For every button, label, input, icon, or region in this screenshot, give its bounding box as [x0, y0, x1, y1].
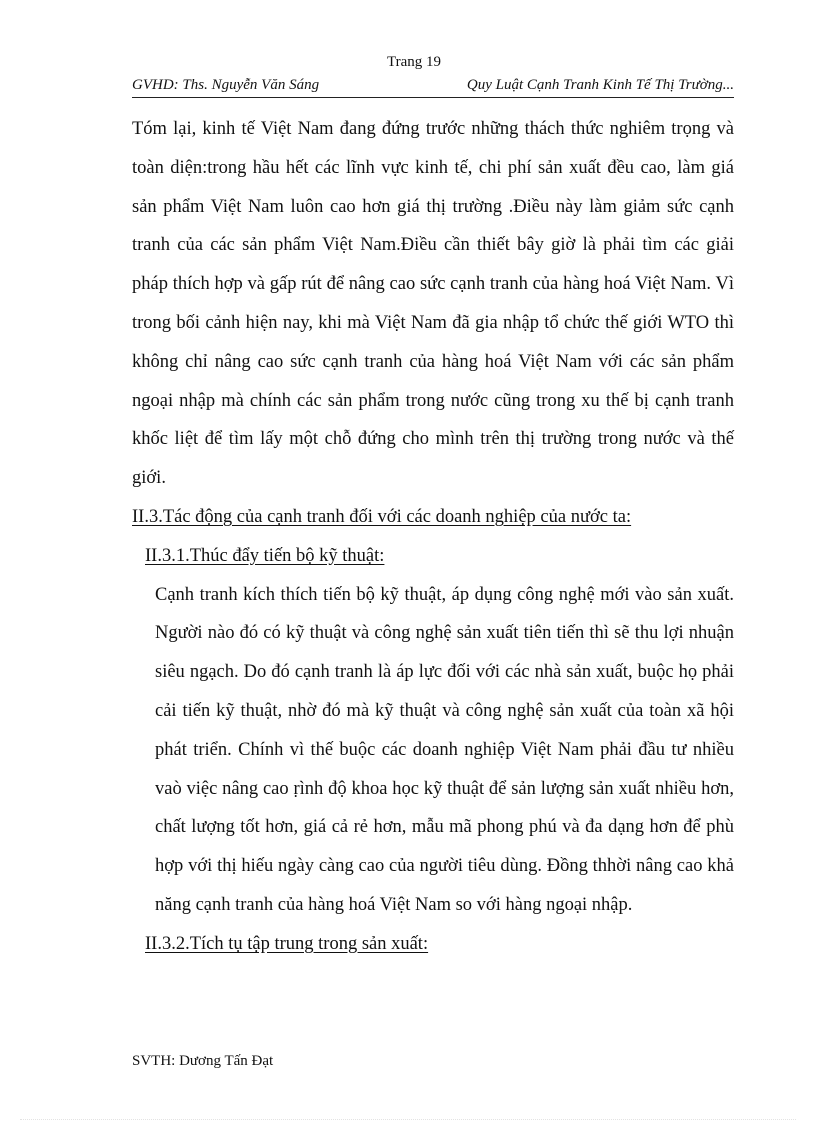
page-header [132, 77, 734, 98]
header-title: Quy Luật Cạnh Tranh Kinh Tế Thị Trường... [466, 77, 734, 93]
page-divider [20, 1119, 796, 1120]
header-instructor: GVHD: Ths. Nguyễn Văn Sáng [132, 77, 320, 93]
document-body [132, 110, 734, 964]
subsection-heading-concentration: II.3.2.Tích tụ tập trung trong sản xuất: [145, 933, 429, 954]
section-heading-impact: II.3.Tác động của cạnh tranh đối với các doanh nghiệp của nước ta: [132, 506, 632, 527]
page-footer: SVTH: Dương Tấn Đạt [132, 1053, 274, 1069]
page-number: Trang 19 [386, 54, 442, 70]
paragraph-technical-progress: Cạnh tranh kích thích tiến bộ kỹ thuật, áp dụng công nghệ mới vào sản xuất. Người nào đó có kỹ thuật và công nghệ sản xuất tiên tiến thì sẽ thu lợi nhuận siêu ngạch. Do đó cạnh tranh là áp lực đối với các nhà sản xuất, buộc họ phải cải tiến kỹ thuật, nhờ đó mà kỹ thuật và công nghệ sản xuất của toàn xã hội phát triển. Chính vì thế buộc các doanh nghiệp Việt Nam phải đầu tư nhiều vaò việc nâng cao ṛình độ khoa học kỹ thuật để sản lượng sản xuất nhiều hơn, chất lượng tốt hơn, giá cả rẻ hơn, mẫu mã phong phú và đa dạng hơn để phù hợp với thị hiếu ngày càng cao của người tiêu dùng. Đồng thhời nâng cao khả năng cạnh tranh của hàng hoá Việt Nam so với hàng ngoại nhập. [155, 584, 734, 915]
subsection-heading-technical-progress: II.3.1.Thúc đẩy tiến bộ kỹ thuật: [145, 545, 385, 566]
paragraph-summary: Tóm lại, kinh tế Việt Nam đang đứng trước những thách thức nghiêm trọng và toàn diện:trong hầu hết các lĩnh vực kinh tế, chi phí sản xuất đều cao, làm giá sản phẩm Việt Nam luôn cao hơn giá thị trường .Điều này làm giảm sức cạnh tranh của các sản phẩm Việt Nam.Điều cần thiết bây giờ là phải tìm các giải pháp thích hợp và gấp rút để nâng cao sức cạnh tranh của hàng hoá Việt Nam. Vì trong bối cảnh hiện nay, khi mà Việt Nam đã gia nhập tổ chức thế giới WTO thì không chỉ nâng cao sức cạnh tranh của hàng hoá Việt Nam với các sản phẩm ngoại nhập mà chính các sản phẩm trong nước cũng trong xu thế bị cạnh tranh khốc liệt để tìm lấy một chỗ đứng cho mình trên thị trường trong nước và thế giới. [132, 119, 734, 489]
